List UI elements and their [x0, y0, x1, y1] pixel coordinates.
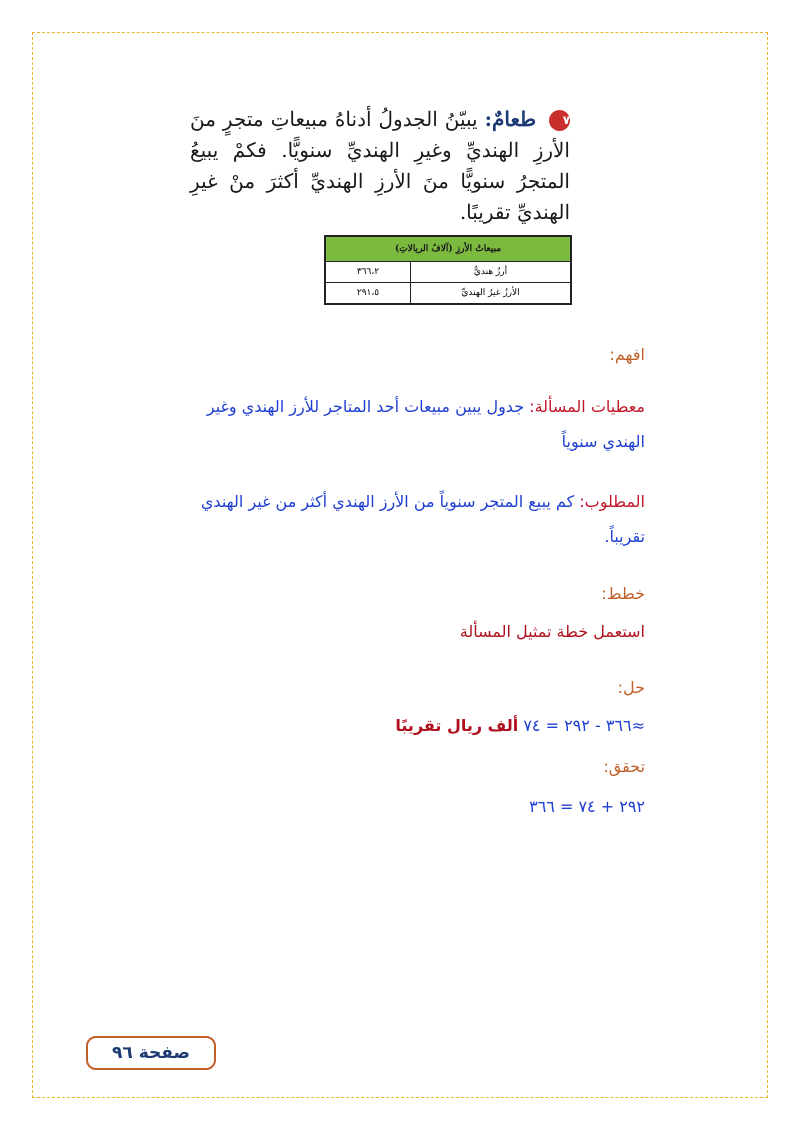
- check-heading: تحقق:: [603, 757, 645, 776]
- givens-label: معطيات المسألة:: [529, 397, 645, 416]
- table-cell-value: ٢٩١،٥: [325, 283, 411, 305]
- problem-statement: [190, 104, 570, 228]
- table-row: [325, 283, 571, 305]
- understand-heading: افهم:: [609, 345, 645, 364]
- problem-number-badge: ٧: [549, 110, 570, 131]
- plan-heading: خطط:: [601, 584, 645, 603]
- table-cell-label: الأرزُ غيرُ الهنديِّ: [411, 283, 572, 305]
- required-text: كم يبيع المتجر سنوياً من الأرز الهندي أكثر من غير الهندي: [200, 492, 580, 511]
- check-expression: ٢٩٢ + ٧٤ = ٣٦٦: [529, 797, 645, 816]
- solve-heading: حل:: [617, 678, 645, 697]
- table-cell-label: أرزٌ هنديٌّ: [411, 262, 572, 283]
- rice-sales-table: [324, 235, 572, 305]
- givens-line: [207, 397, 645, 416]
- solve-result: ألف ريال تقريبًا: [395, 716, 519, 735]
- table-header: مبيعاتُ الأرزِ (آلافُ الريالاتِ): [325, 236, 571, 262]
- plan-text: استعمل خطة تمثيل المسألة: [459, 622, 645, 641]
- problem-keyword: طعامٌ:: [484, 107, 537, 131]
- solve-expression: [395, 716, 645, 735]
- required-label: المطلوب:: [579, 492, 645, 511]
- problem-text: يبيّنُ الجدولُ أدناهُ مبيعاتِ متجرٍ منَ الأرزِ الهنديِّ وغيرِ الهنديِّ سنويًّا. فكمْ يبيعُ المتجرُ سنويًّا منَ الأرزِ الهنديِّ أكثرَ منْ غيرِ الهنديِّ تقريبًا.: [190, 107, 570, 224]
- givens-text-cont: الهندي سنوياً: [561, 432, 645, 451]
- solve-expr: ≈٣٦٦ - ٢٩٢ = ٧٤: [523, 716, 645, 735]
- table-row: [325, 262, 571, 283]
- required-text-cont: تقريباً.: [604, 527, 645, 546]
- required-line: [201, 492, 645, 511]
- page-number-badge: صفحة ٩٦: [86, 1036, 216, 1070]
- givens-text: جدول يبين مبيعات أحد المتاجر للأرز الهندي وغير: [206, 397, 530, 416]
- table-cell-value: ٣٦٦،٢: [325, 262, 411, 283]
